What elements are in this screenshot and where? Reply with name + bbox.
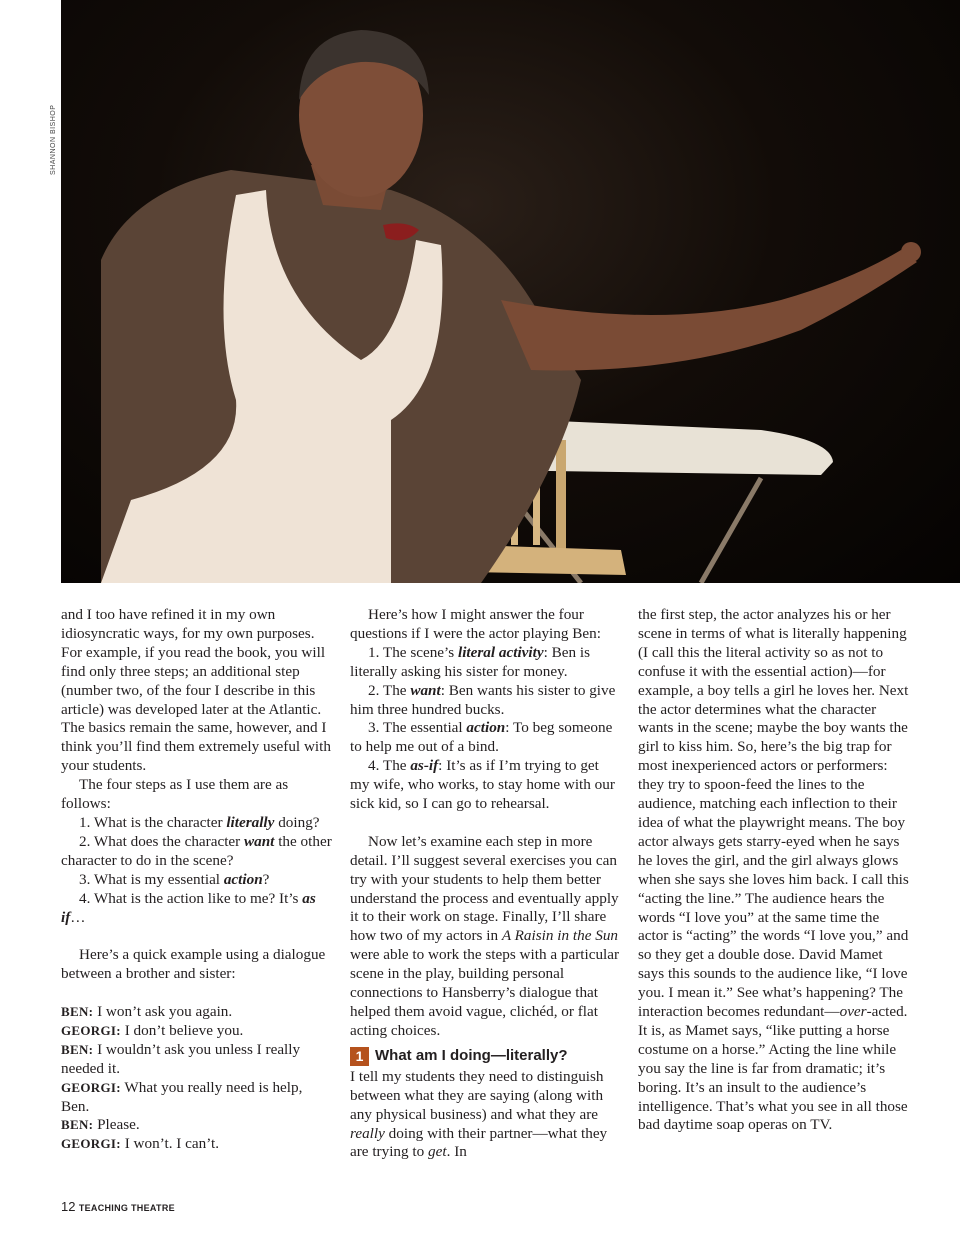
question-4: 4. What is the action like to me? It’s as if… bbox=[61, 889, 316, 926]
photo-illustration bbox=[61, 0, 960, 583]
answer-1: 1. The scene’s literal activity: Ben is literally asking his sister for money. bbox=[350, 643, 591, 680]
answer-4: 4. The as-if: It’s as if I’m trying to get my wife, who works, to stay home with our sick kid, so I can go to rehearsal. bbox=[350, 757, 615, 813]
dialogue-line: BEN: Please. bbox=[61, 1116, 140, 1134]
dialogue-line: GEORGI: What you really need is help, Ben. bbox=[61, 1078, 303, 1115]
photo-credit: SHANNON BISHOP bbox=[50, 104, 57, 175]
column-2 bbox=[350, 606, 622, 1162]
column-3 bbox=[638, 606, 910, 1135]
dialogue-line: BEN: I wouldn’t ask you unless I really needed it. bbox=[61, 1040, 301, 1077]
publication-name: TEACHING THEATRE bbox=[78, 1203, 175, 1213]
question-1: 1. What is the character literally doing? bbox=[79, 813, 320, 831]
dialogue-line: GEORGI: I won’t. I can’t. bbox=[61, 1135, 220, 1153]
dialogue-line: BEN: I won’t ask you again. bbox=[61, 1003, 233, 1020]
page-footer bbox=[61, 1199, 175, 1214]
section-heading bbox=[350, 1047, 622, 1066]
dialogue bbox=[61, 1003, 333, 1154]
paragraph: I tell my students they need to distinguish between what they are saying (along with any physical business) and what they are really doing with their partner—what they are trying to get. In bbox=[350, 1067, 608, 1161]
question-3: 3. What is my essential action? bbox=[79, 870, 270, 888]
stage-photo bbox=[61, 0, 960, 583]
section-number: 1 bbox=[350, 1047, 369, 1066]
column-1 bbox=[61, 606, 333, 1154]
answer-3: 3. The essential action: To beg someone to help me out of a bind. bbox=[350, 719, 613, 756]
paragraph: the first step, the actor analyzes his or her scene in terms of what is literally happening (I call this the literal activity so as not to confuse it with the essential action)—for example, a boy tells a girl he loves her. Next the actor determines what the character wants in the scene; maybe the boy wants the girl to kiss him. So, here’s the big trap for most inexperienced actors or performers: they try to spoon-feed the lines to the audience, matching each inflection to their idea of what the playwright means. The boy actor always gets starry-eyed when he says he loves the girl, and the girl always glows when she says she loves him back. I call this “acting the line.” The audience hears the words “I love you” at the same time the actor is “acting” the words “I love you,” and so they get a double dose. David Mamet says this sounds to the audience like, “I love you. I mean it.” See what’s happening? The interaction becomes redundant—over-acted. It is, as Mamet says, “like putting a horse costume on a horse.” Acting the line while you say the line is far from dramatic; it’s boring. It’s an insult to the audience’s intelligence. That’s what you see in all those bad daytime soap operas on TV. bbox=[638, 606, 909, 1134]
paragraph: The four steps as I use them are as follows: bbox=[61, 776, 289, 813]
paragraph: Now let’s examine each step in more detail. I’ll suggest several exercises you can try with your students to help them better understand the process and eventually apply it to their work on stage. Finally, I’ll share how two of my actors in A Raisin in the Sun were able to work the steps with a particular scene in the play, building personal connections to Hansberry’s dialogue that helped them avoid vague, clichéd, or flat acting choices. bbox=[350, 832, 620, 1039]
section-title: What am I doing—literally? bbox=[375, 1046, 568, 1064]
paragraph: Here’s how I might answer the four questions if I were the actor playing Ben: bbox=[350, 606, 601, 642]
answer-2: 2. The want: Ben wants his sister to give him three hundred bucks. bbox=[350, 681, 616, 718]
paragraph: Here’s a quick example using a dialogue between a brother and sister: bbox=[61, 946, 326, 983]
page-number: 12 bbox=[61, 1199, 76, 1214]
question-2: 2. What does the character want the other character to do in the scene? bbox=[61, 832, 332, 869]
paragraph: and I too have refined it in my own idiosyncratic ways, for my own purposes. For example, if you read the book, you will find only three steps; an additional step (number two, of the four I describe in this article) was developed later at the Atlantic. The basics remain the same, however, and I think you’ll find them extremely useful with your students. bbox=[61, 606, 331, 775]
dialogue-line: GEORGI: I don’t believe you. bbox=[61, 1021, 244, 1039]
